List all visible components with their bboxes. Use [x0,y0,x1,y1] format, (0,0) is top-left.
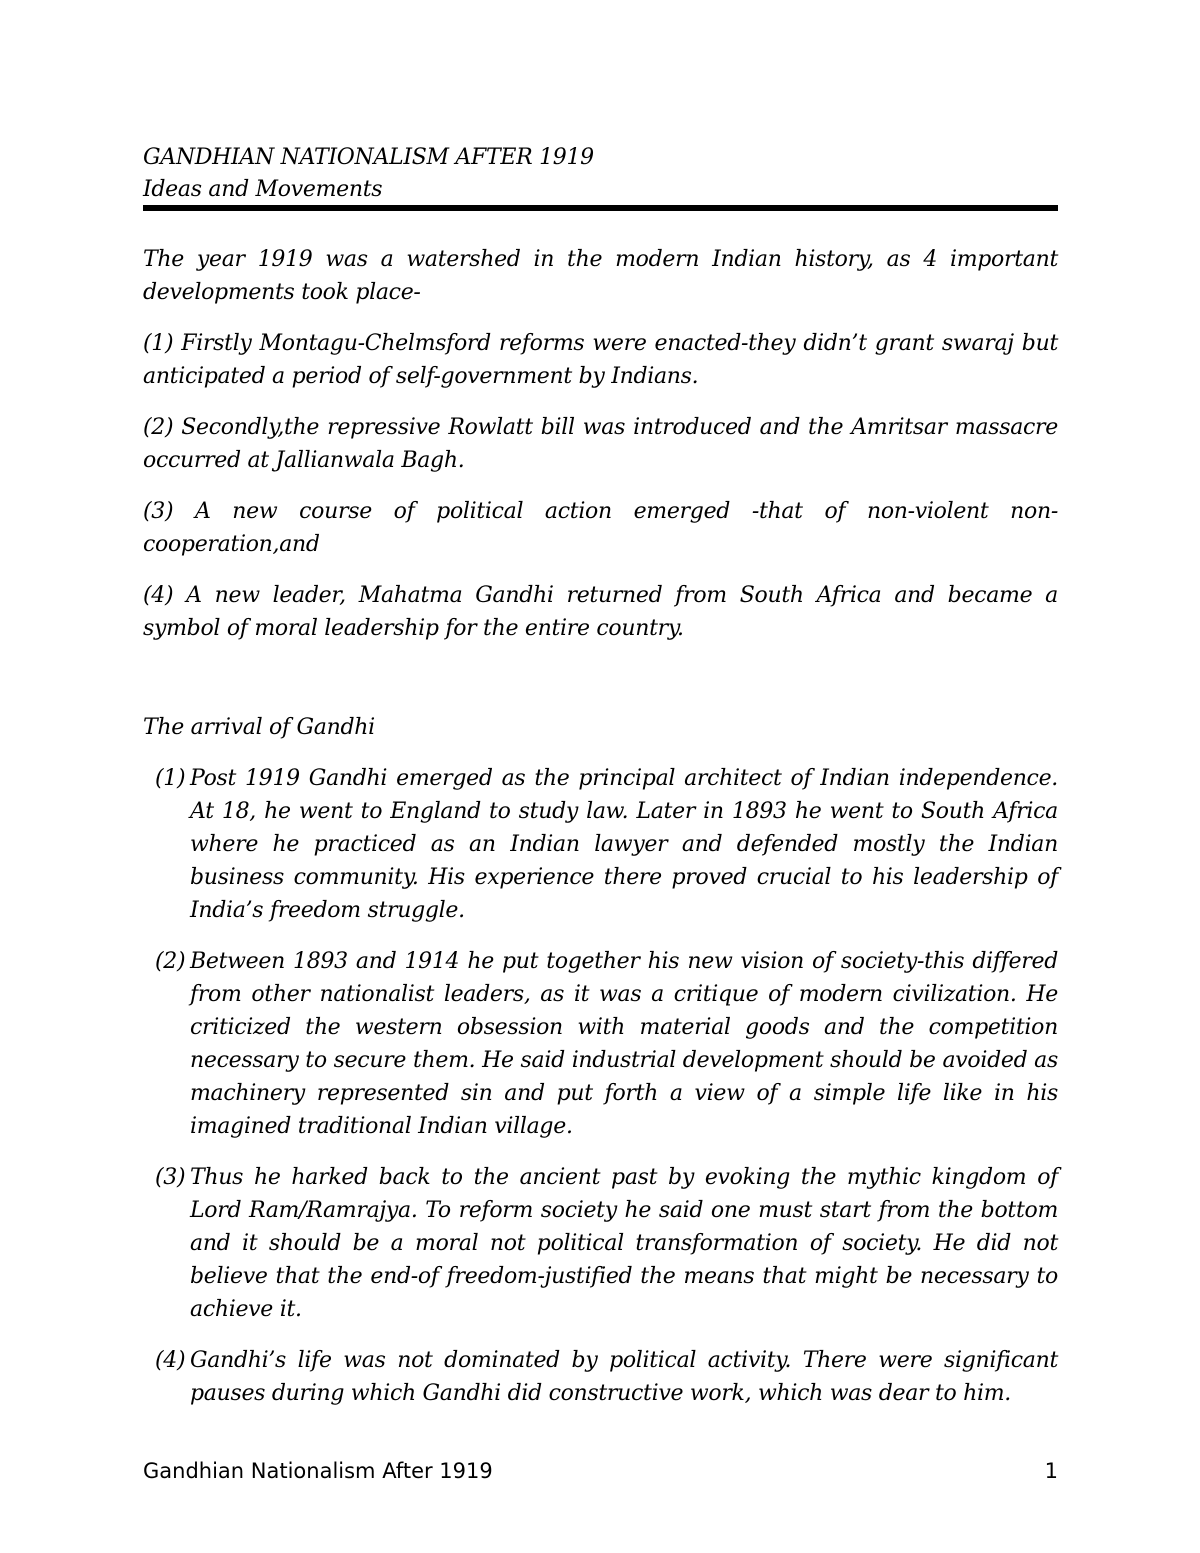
document-header [143,142,1058,206]
numbered-list-item [143,762,1058,927]
intro-paragraph: The year 1919 was a watershed in the modern Indian history, as 4 important developments took place- [143,247,1058,305]
list-marker: (4) [155,1348,186,1373]
development-item: (4) A new leader, Mahatma Gandhi returned from South Africa and became a symbol of moral leadership for the entire country. [143,583,1058,641]
list-item-text: Thus he harked back to the ancient past by evoking the mythic kingdom of Lord Ram/Ramrajya. To reform society he said one must start from the bottom and it should be a moral not political transformation of society. He did not believe that the end-of freedom-justified the means that might be necessary to achieve it. [190,1165,1058,1322]
page-number: 1 [1044,1459,1058,1483]
numbered-list-item [143,1161,1058,1326]
development-item: (2) Secondly,the repressive Rowlatt bill was introduced and the Amritsar massacre occurred at Jallianwala Bagh. [143,415,1058,473]
document-subtitle: Ideas and Movements [143,177,383,202]
document-body [143,243,1058,1428]
list-marker: (1) [155,766,186,791]
header-divider [143,205,1058,211]
page-footer [143,1456,1058,1486]
list-item-text: Gandhi’s life was not dominated by political activity. There were significant pauses during which Gandhi did constructive work, which was dear to him. [190,1348,1058,1406]
development-item: (1) Firstly Montagu-Chelmsford reforms were enacted-they didn’t grant swaraj but anticipated a period of self-government by Indians. [143,331,1058,389]
footer-label: Gandhian Nationalism After 1919 [143,1459,493,1483]
list-marker: (3) [155,1165,186,1190]
list-marker: (2) [155,949,186,974]
development-item: (3) A new course of political action emerged -that of non-violent non-cooperation,and [143,499,1058,557]
numbered-list-item [143,1344,1058,1410]
list-item-text: Post 1919 Gandhi emerged as the principal architect of Indian independence. At 18, he went to England to study law. Later in 1893 he went to South Africa where he practiced as an Indian lawyer and defended mostly the Indian business community. His experience there proved crucial to his leadership of India’s freedom struggle. [190,766,1058,923]
section-heading: The arrival of Gandhi [143,715,375,740]
list-item-text: Between 1893 and 1914 he put together his new vision of society-this differed from other nationalist leaders, as it was a critique of modern civilization. He criticized the western obsession with material goods and the competition necessary to secure them. He said industrial development should be avoided as machinery represented sin and put forth a view of a simple life like in his imagined traditional Indian village. [190,949,1058,1139]
numbered-list-item [143,945,1058,1143]
document-title: GANDHIAN NATIONALISM AFTER 1919 [143,145,594,170]
